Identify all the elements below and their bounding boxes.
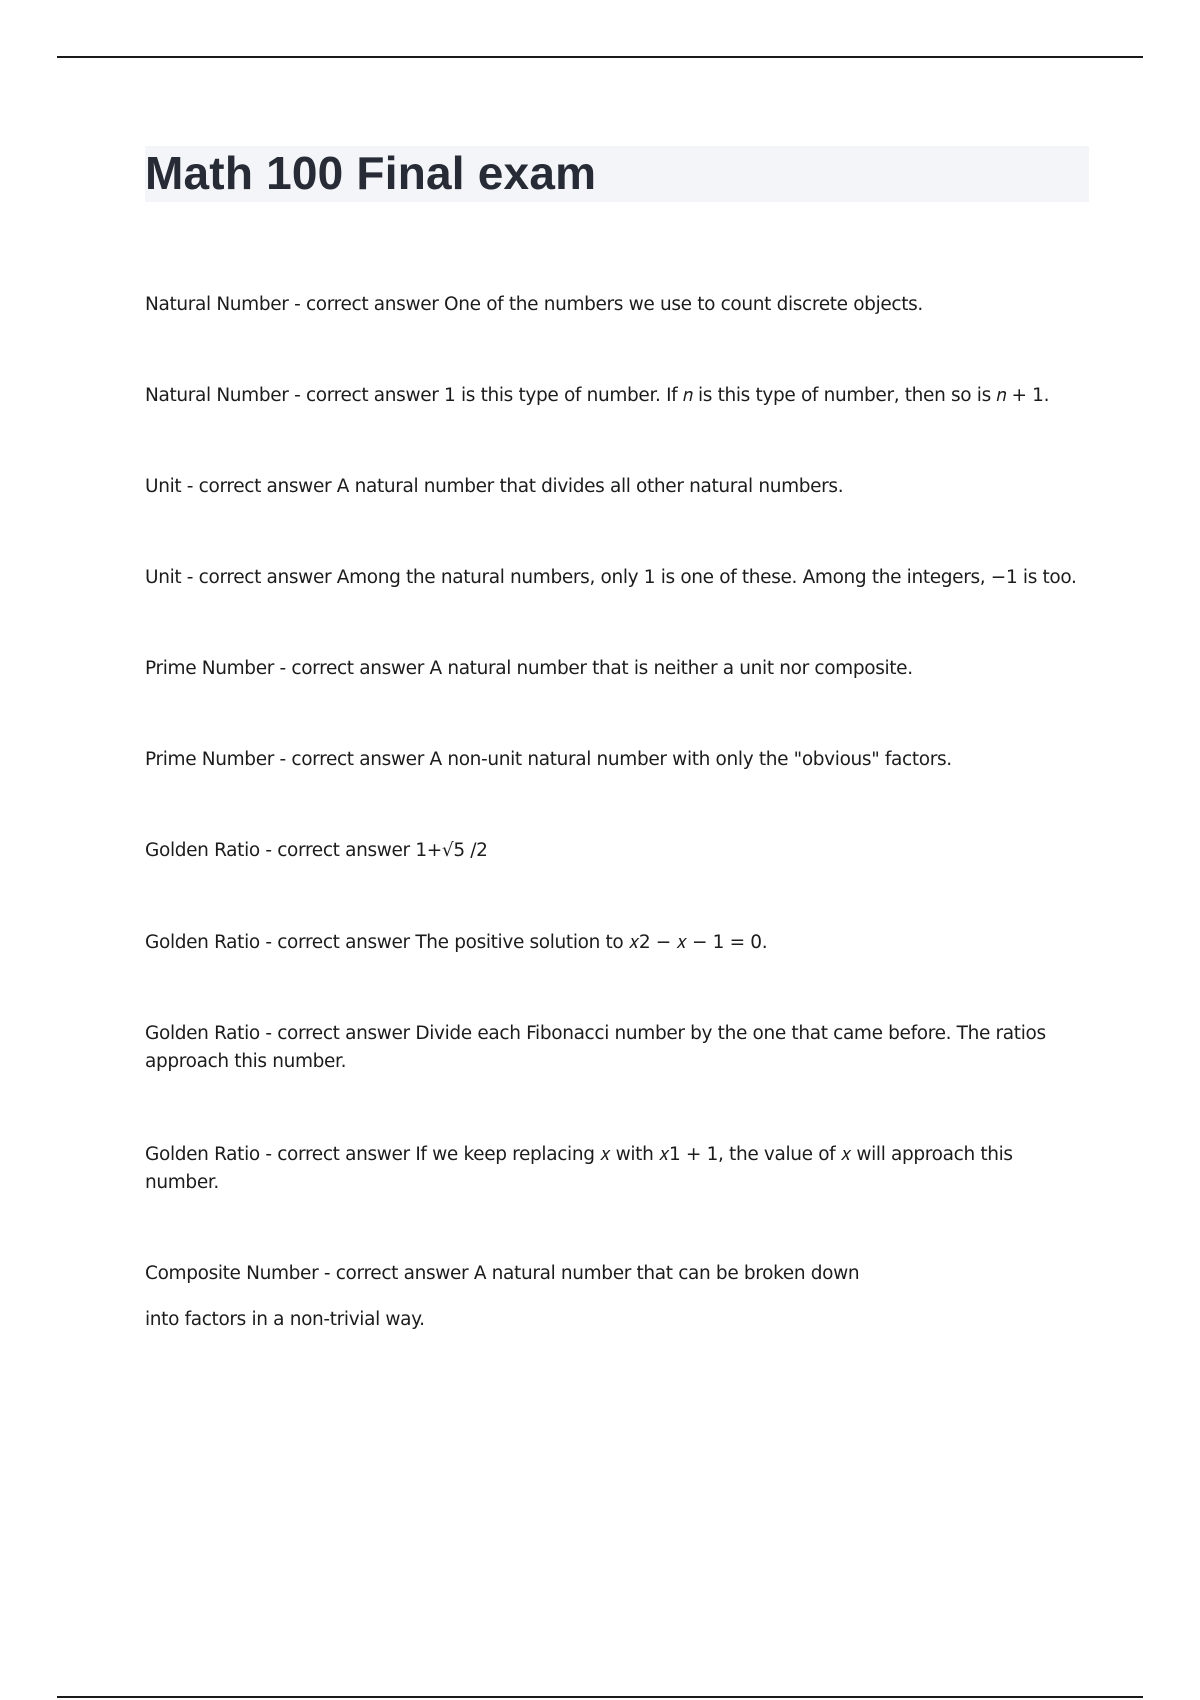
- flashcard-entry: [145, 291, 1085, 319]
- answer-marker: correct answer: [305, 385, 439, 406]
- entry-continuation: into factors in a non-trivial way.: [145, 1309, 425, 1330]
- entry-definition: A non-unit natural number with only the "obvious" factors.: [429, 749, 952, 770]
- answer-marker: correct answer: [291, 749, 424, 770]
- entry-term: Natural Number -: [145, 385, 306, 406]
- answer-marker: correct answer: [291, 658, 424, 679]
- entry-definition: A natural number that is neither a unit nor composite.: [429, 658, 913, 679]
- entry-line: [145, 1260, 1085, 1288]
- answer-marker: correct answer: [305, 294, 439, 315]
- entry-definition: One of the numbers we use to count discrete objects.: [444, 294, 923, 315]
- document-title: Math 100 Final exam: [145, 147, 597, 199]
- entry-term: Prime Number -: [145, 749, 291, 770]
- entry-definition: 1+√5 /2: [415, 840, 488, 861]
- entry-line: [145, 382, 1085, 410]
- entry-term: Natural Number -: [145, 294, 306, 315]
- entry-line: [145, 746, 1085, 774]
- entry-term: Golden Ratio -: [145, 840, 277, 861]
- answer-marker: correct answer: [198, 567, 332, 588]
- answer-marker: correct answer: [277, 932, 410, 953]
- entry-definition: A natural number that can be broken down: [473, 1263, 860, 1284]
- flashcard-entry: [145, 1020, 1085, 1076]
- entry-line: [145, 1141, 1085, 1197]
- entry-term: Unit -: [145, 476, 199, 497]
- entry-line: [145, 929, 1085, 957]
- entry-definition: The positive solution to 𝑥2 − 𝑥 − 1 = 0.: [415, 932, 768, 953]
- entry-definition: Among the natural numbers, only 1 is one of these. Among the integers, −1 is too.: [336, 567, 1077, 588]
- entry-line: [145, 473, 1085, 501]
- entry-term: Prime Number -: [145, 658, 291, 679]
- entry-definition: Divide each Fibonacci number by the one that came before. The ratios approach this number.: [145, 1023, 1046, 1072]
- answer-marker: correct answer: [277, 1023, 410, 1044]
- answer-marker: correct answer: [198, 476, 332, 497]
- entry-line: [145, 1020, 1085, 1076]
- answer-marker: correct answer: [277, 1144, 410, 1165]
- top-rule: [57, 56, 1143, 58]
- entry-definition: 1 is this type of number. If 𝑛 is this type of number, then so is 𝑛 + 1.: [444, 385, 1050, 406]
- flashcard-entry: [145, 1260, 1085, 1334]
- entry-line: [145, 291, 1085, 319]
- bottom-rule: [57, 1696, 1143, 1698]
- flashcard-entry: [145, 655, 1085, 683]
- entry-line: [145, 655, 1085, 683]
- entry-term: Golden Ratio -: [145, 1144, 277, 1165]
- entry-definition: If we keep replacing 𝑥 with 𝑥1 + 1, the value of 𝑥 will approach this number.: [145, 1144, 1013, 1193]
- answer-marker: correct answer: [335, 1263, 469, 1284]
- flashcard-entry: [145, 837, 1085, 865]
- flashcard-entry: [145, 929, 1085, 957]
- answer-marker: correct answer: [277, 840, 410, 861]
- entry-line: [145, 564, 1085, 592]
- flashcard-entry: [145, 564, 1085, 592]
- flashcard-entry: [145, 1141, 1085, 1197]
- entry-term: Golden Ratio -: [145, 932, 277, 953]
- entry-line: [145, 837, 1085, 865]
- flashcard-entry: [145, 382, 1085, 410]
- flashcard-entry: [145, 746, 1085, 774]
- entry-term: Golden Ratio -: [145, 1023, 277, 1044]
- flashcard-entry: [145, 473, 1085, 501]
- entry-term: Composite Number -: [145, 1263, 336, 1284]
- entry-term: Unit -: [145, 567, 199, 588]
- entry-definition: A natural number that divides all other natural numbers.: [336, 476, 844, 497]
